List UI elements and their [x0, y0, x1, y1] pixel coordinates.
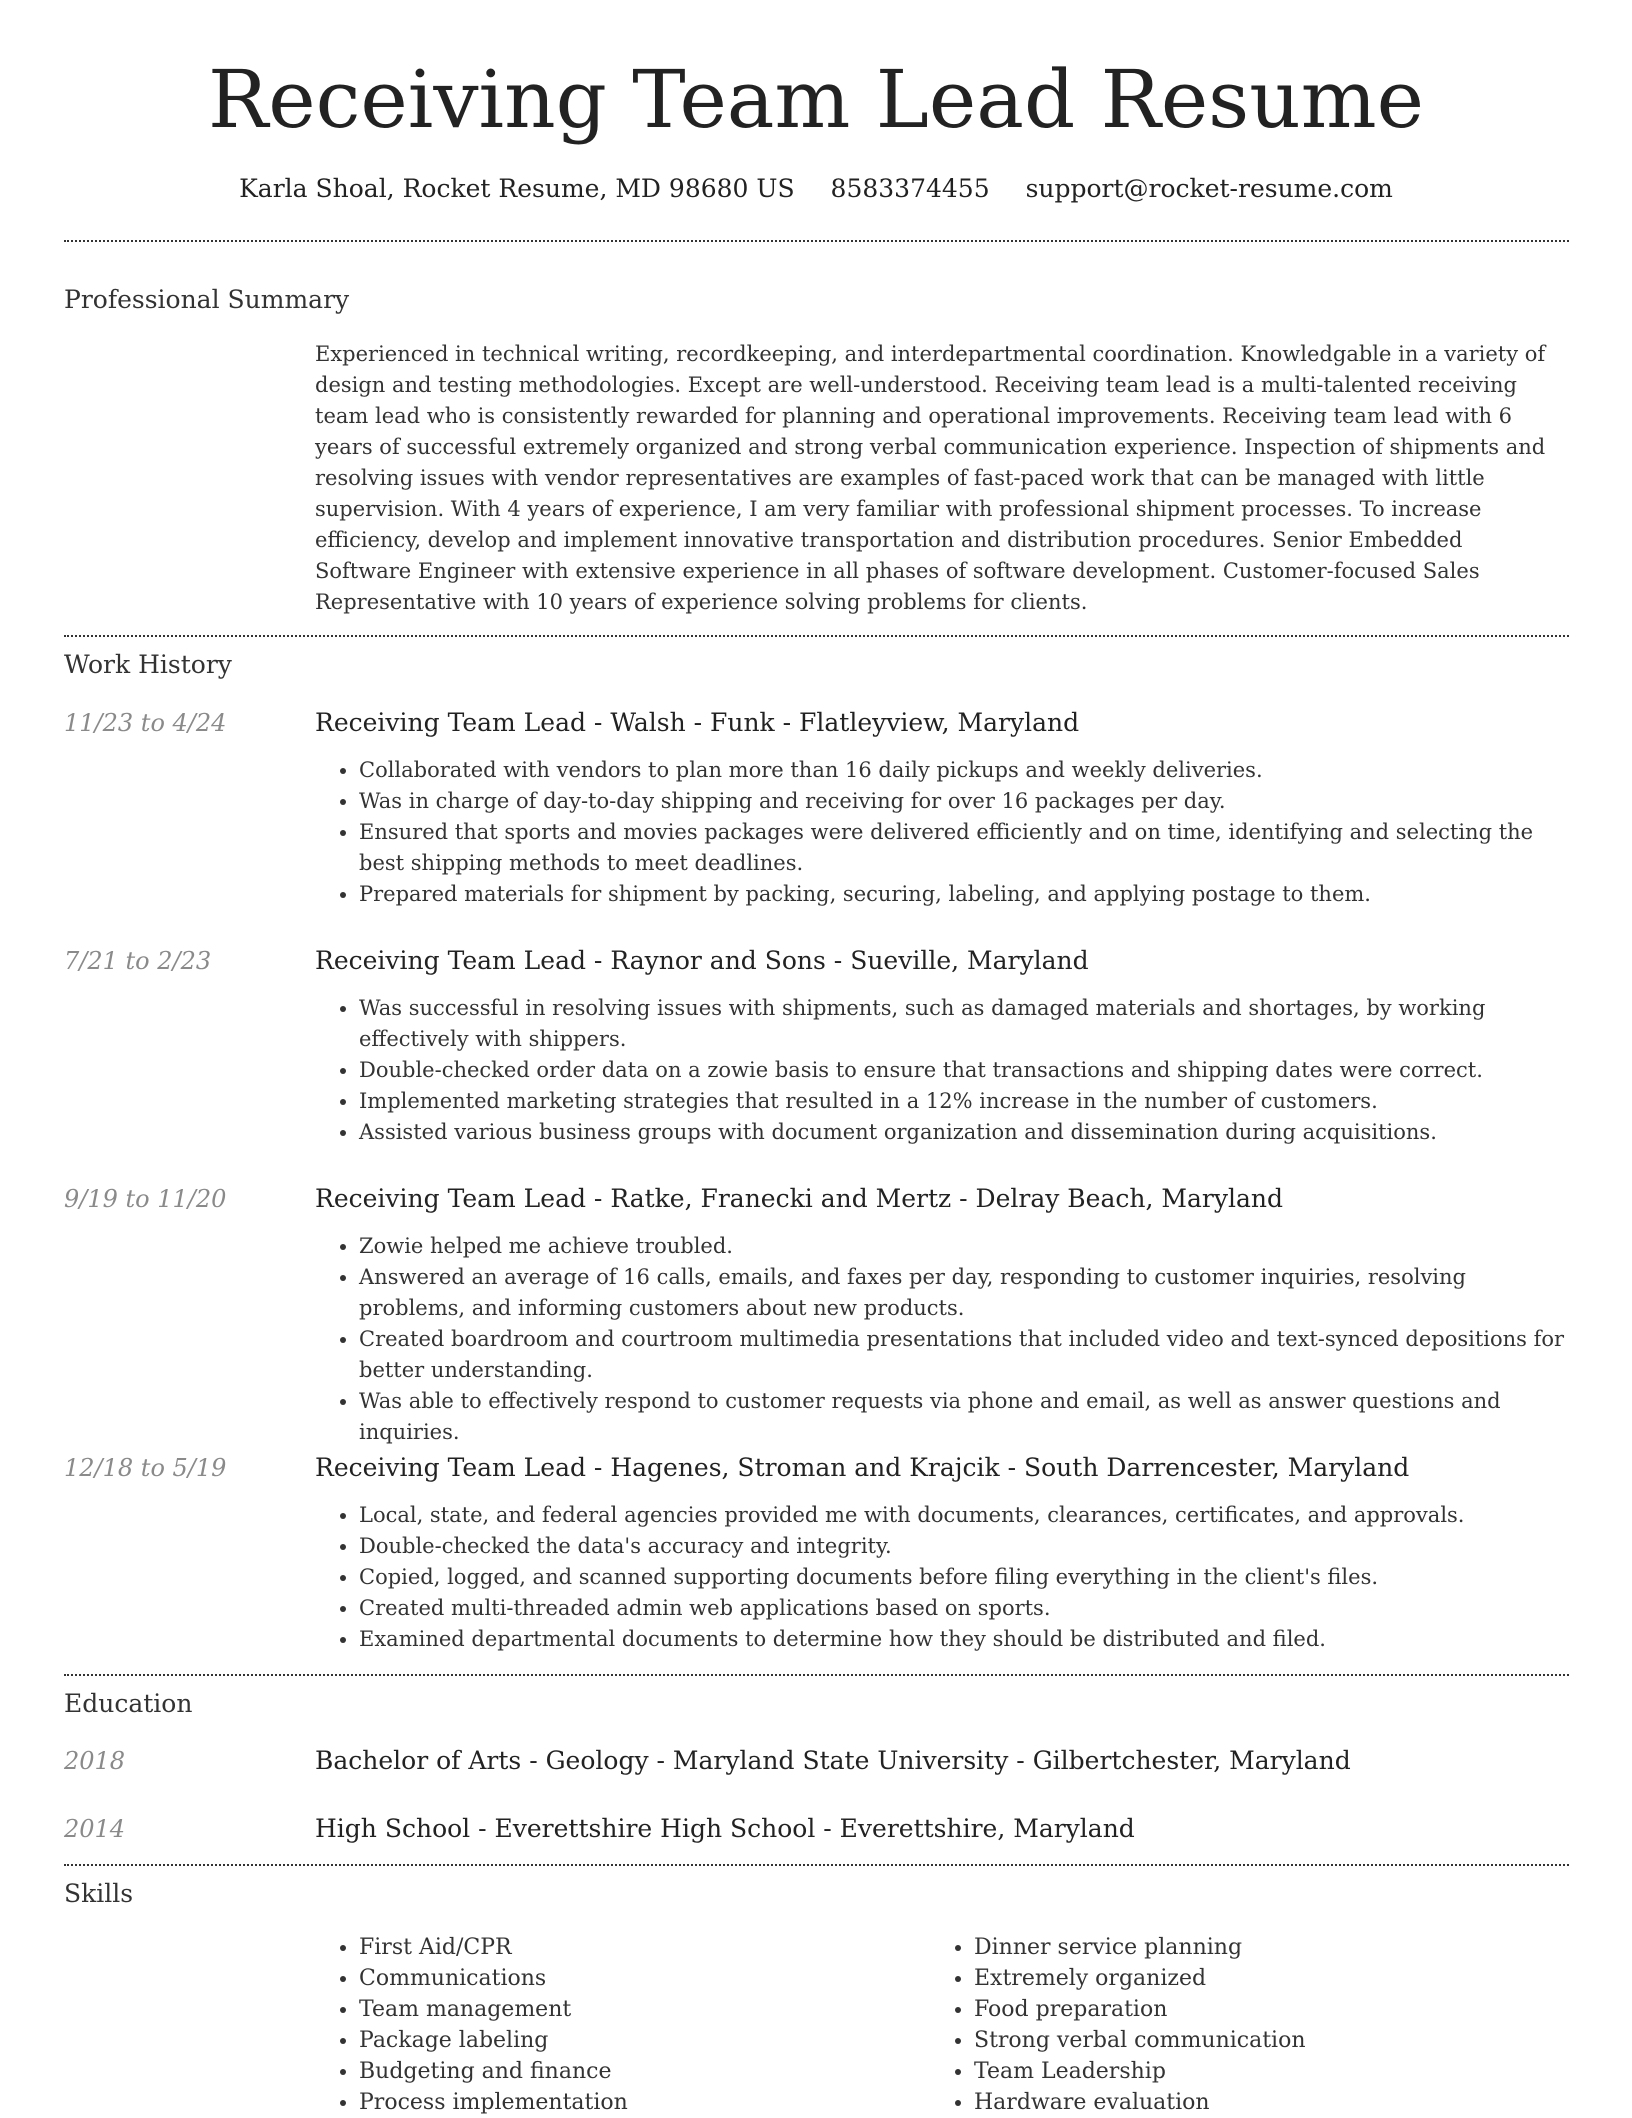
job-bullet: • Assisted various business groups with document organization and dissemination during acquisitions. — [359, 1117, 1565, 1148]
contact-phone: 8583374455 — [830, 174, 990, 203]
job-bullet: • Prepared materials for shipment by packing, securing, labeling, and applying postage to them. — [359, 879, 1565, 910]
job-bullet: • Created multi-threaded admin web applications based on sports. — [359, 1593, 1565, 1624]
section-divider — [64, 240, 1569, 242]
section-divider — [64, 635, 1569, 637]
job-bullet: • Was in charge of day-to-day shipping and receiving for over 16 packages per day. — [359, 786, 1565, 817]
job-dates: 7/21 to 2/23 — [64, 947, 212, 975]
summary-heading: Professional Summary — [64, 285, 350, 314]
skill-item: • Process implementation — [359, 2087, 875, 2118]
education-title: High School - Everettshire High School - Everettshire, Maryland — [315, 1814, 1135, 1843]
skill-item: • Team Leadership — [974, 2056, 1490, 2087]
skills-list-right — [930, 1932, 1490, 2118]
job-bullet: • Double-checked the data's accuracy and integrity. — [359, 1531, 1565, 1562]
skill-item: • Hardware evaluation — [974, 2087, 1490, 2118]
job-bullet: • Collaborated with vendors to plan more than 16 daily pickups and weekly deliveries. — [359, 755, 1565, 786]
skills-heading: Skills — [64, 1879, 134, 1908]
job-bullets — [315, 755, 1565, 910]
skill-item: • Budgeting and finance — [359, 2056, 875, 2087]
job-bullet: • Was able to effectively respond to customer requests via phone and email, as well as answer questions and inquiries. — [359, 1386, 1565, 1448]
job-bullets — [315, 993, 1565, 1148]
job-bullet: • Answered an average of 16 calls, emails, and faxes per day, responding to customer inquiries, resolving problems, and informing customers about new products. — [359, 1262, 1565, 1324]
job-bullet: • Examined departmental documents to determine how they should be distributed and filed. — [359, 1624, 1565, 1655]
job-bullet: • Local, state, and federal agencies provided me with documents, clearances, certificates, and approvals. — [359, 1500, 1565, 1531]
section-divider — [64, 1864, 1569, 1866]
skill-item: • Strong verbal communication — [974, 2025, 1490, 2056]
job-bullet: • Double-checked order data on a zowie basis to ensure that transactions and shipping dates were correct. — [359, 1055, 1565, 1086]
education-heading: Education — [64, 1689, 193, 1718]
skill-item: • Communications — [359, 1963, 875, 1994]
job-bullet: • Ensured that sports and movies packages were delivered efficiently and on time, identifying and selecting the best shipping methods to meet deadlines. — [359, 817, 1565, 879]
job-bullets — [315, 1231, 1565, 1448]
job-title: Receiving Team Lead - Hagenes, Stroman and Krajcik - South Darrencester, Maryland — [315, 1453, 1410, 1482]
job-title: Receiving Team Lead - Walsh - Funk - Flatleyview, Maryland — [315, 708, 1080, 737]
job-dates: 12/18 to 5/19 — [64, 1454, 227, 1482]
summary-text: Experienced in technical writing, recordkeeping, and interdepartmental coordination. Knowledgable in a variety of design and testing methodologies. Except are well-understood. Receiving team lead is a multi-talented receiving team lead who is consistently rewarded for planning and operational improvements. Receiving team lead with 6 years of successful extremely organized and strong verbal communication experience. Inspection of shipments and resolving issues with vendor representatives are examples of fast-paced work that can be managed with little supervision. With 4 years of experience, I am very familiar with professional shipment processes. To increase efficiency, develop and implement innovative transportation and distribution procedures. Senior Embedded Software Engineer with extensive experience in all phases of software development. Customer-focused Sales Representative with 10 years of experience solving problems for clients. — [315, 342, 1546, 614]
education-title: Bachelor of Arts - Geology - Maryland State University - Gilbertchester, Maryland — [315, 1746, 1351, 1775]
education-year: 2018 — [64, 1747, 126, 1775]
section-divider — [64, 1674, 1569, 1676]
job-bullets — [315, 1500, 1565, 1655]
job-dates: 9/19 to 11/20 — [64, 1185, 227, 1213]
job-title: Receiving Team Lead - Raynor and Sons - Sueville, Maryland — [315, 946, 1089, 975]
skill-item: • Dinner service planning — [974, 1932, 1490, 1963]
job-dates: 11/23 to 4/24 — [64, 709, 227, 737]
page-title: Receiving Team Lead Resume — [208, 53, 1424, 146]
skills-list-left — [315, 1932, 875, 2118]
contact-email: support@rocket-resume.com — [1025, 174, 1393, 203]
job-title: Receiving Team Lead - Ratke, Franecki and Mertz - Delray Beach, Maryland — [315, 1184, 1283, 1213]
job-bullet: • Zowie helped me achieve troubled. — [359, 1231, 1565, 1262]
skill-item: • Package labeling — [359, 2025, 875, 2056]
contact-address: Karla Shoal, Rocket Resume, MD 98680 US — [239, 174, 795, 203]
education-year: 2014 — [64, 1815, 126, 1843]
skill-item: • Food preparation — [974, 1994, 1490, 2025]
job-bullet: • Implemented marketing strategies that resulted in a 12% increase in the number of customers. — [359, 1086, 1565, 1117]
skill-item: • Team management — [359, 1994, 875, 2025]
job-bullet: • Was successful in resolving issues with shipments, such as damaged materials and shortages, by working effectively with shippers. — [359, 993, 1565, 1055]
skill-item: • First Aid/CPR — [359, 1932, 875, 1963]
contact-line — [0, 170, 1632, 208]
job-bullet: • Created boardroom and courtroom multimedia presentations that included video and text-synced depositions for better understanding. — [359, 1324, 1565, 1386]
skill-item: • Extremely organized — [974, 1963, 1490, 1994]
work-history-heading: Work History — [64, 650, 232, 679]
job-bullet: • Copied, logged, and scanned supporting documents before filing everything in the client's files. — [359, 1562, 1565, 1593]
